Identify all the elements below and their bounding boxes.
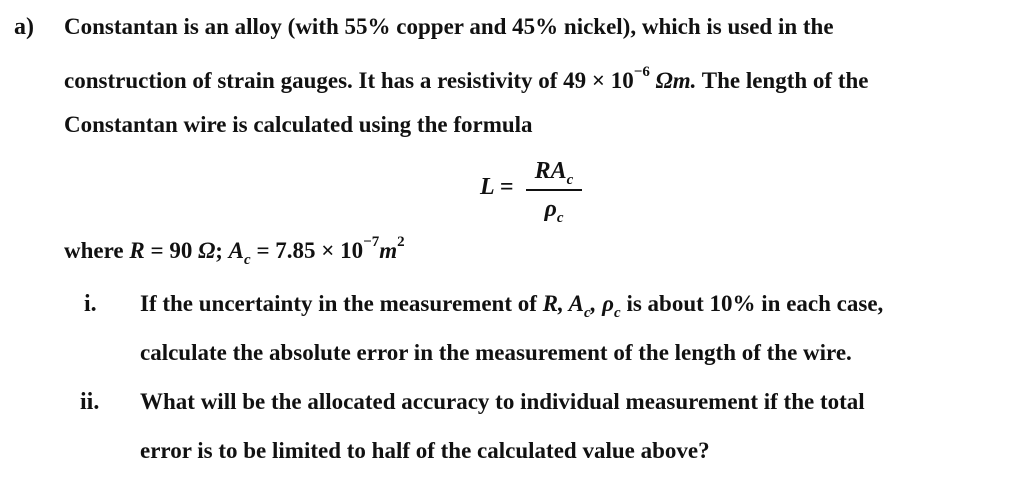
question-1-vars: R, A [542, 291, 584, 316]
given-R-eq: = 90 [144, 238, 199, 263]
formula-numerator-text: RA [534, 158, 567, 184]
formula-denominator-sub: c [556, 209, 564, 226]
question-1-line-1 [140, 291, 884, 321]
resistivity-unit: Ωm. [655, 68, 697, 93]
intro-line-2 [64, 64, 869, 94]
given-sep: ; [215, 238, 229, 263]
intro-line-3: Constantan wire is calculated using the formula [64, 112, 533, 137]
intro-line-1: Constantan is an alloy (with 55% copper and 45% nickel), which is used in the [64, 14, 834, 39]
question-1-tail: is about 10% in each case, [620, 291, 884, 316]
resistivity-exponent: −6 [633, 64, 650, 81]
given-A-eq: = 7.85 × 10 [250, 238, 364, 263]
question-2-number: ii. [80, 389, 100, 415]
intro-line-2-tail: The length of the [696, 68, 869, 93]
question-2-line-2: error is to be limited to half of the calculated value above? [140, 438, 710, 463]
question-1-line-2: calculate the absolute error in the measurement of the length of the wire. [140, 340, 852, 365]
question-1-rho: , ρ [590, 291, 615, 316]
question-2-line-1: What will be the allocated accuracy to individual measurement if the total [140, 389, 865, 414]
part-label: a) [14, 14, 34, 40]
given-A-sub: c [244, 251, 251, 268]
given-A-exp: −7 [363, 234, 380, 251]
formula-lhs: L = [480, 174, 514, 200]
question-1-sub-2: c [614, 304, 621, 321]
question-1-number: i. [84, 291, 97, 317]
given-R-unit: Ω [198, 238, 216, 263]
question-1-text: If the uncertainty in the measurement of [140, 291, 543, 316]
given-where: where [64, 238, 130, 263]
formula-denominator [526, 194, 582, 224]
given-A-unit-exp: 2 [397, 234, 405, 251]
given-A-label: A [228, 238, 245, 263]
formula-denominator-text: ρ [544, 196, 557, 222]
formula-numerator [526, 156, 582, 186]
fraction-bar [526, 189, 582, 191]
formula-numerator-sub: c [566, 171, 574, 188]
formula-fraction [526, 156, 582, 224]
intro-line-2-text: construction of strain gauges. It has a resistivity of 49 × 10 [64, 68, 634, 93]
given-R-label: R [129, 238, 145, 263]
given-A-unit: m [379, 238, 398, 263]
question-1-sub-1: c [584, 304, 591, 321]
given-values [64, 234, 405, 268]
